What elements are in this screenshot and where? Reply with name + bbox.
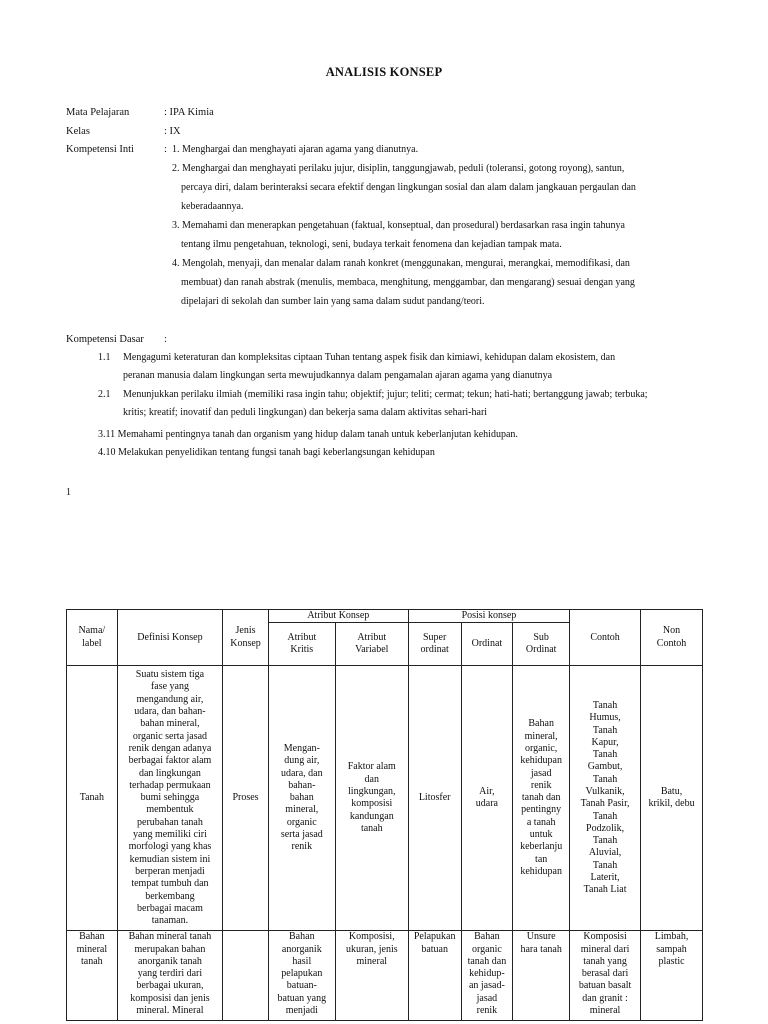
concept-analysis-table: [66, 609, 703, 1021]
cell-line: merupakan bahan: [134, 943, 206, 955]
cell-line: bahan mineral,: [140, 718, 200, 730]
cell-line: Tanah: [592, 699, 618, 711]
kompetensi-inti-text: Mengolah, menyaji, dan menalar dalam ranah konkret (menggunakan, mengurai, merangkai, memodifikasi, dan: [182, 258, 630, 269]
cell-line: dung air,: [284, 755, 320, 767]
cell-line: a tanah: [526, 816, 556, 828]
cell-super-ordinat: [408, 931, 461, 1021]
cell-line: Komposisi: [583, 931, 627, 943]
cell-line: mineral: [76, 943, 108, 955]
cell-line: Kritis: [290, 644, 314, 656]
cell-line: batuan: [421, 943, 448, 955]
cell-line: Tanah Liat: [583, 884, 627, 896]
cell-line: tanaman.: [151, 915, 189, 927]
cell-line: organic: [471, 943, 502, 955]
cell-nama: [67, 666, 118, 931]
cell-line: tempat tumbuh dan: [131, 878, 209, 890]
cell-line: udara, dan: [280, 767, 323, 779]
cell-line: komposisi: [351, 798, 393, 810]
cell-line: Bahan: [289, 931, 315, 943]
cell-line: tanah: [81, 955, 103, 967]
cell-line: Nama/: [78, 625, 106, 637]
cell-line: untuk: [529, 829, 553, 841]
cell-line: Batu,: [660, 786, 683, 797]
cell-line: Kapur,: [591, 736, 619, 748]
cell-line: berasal dari: [581, 968, 629, 980]
kompetensi-dasar-3-11: 3.11 Memahami pentingnya tanah dan organism yang hidup dalam tanah untuk keberlanjutan kehidupan.: [98, 429, 518, 440]
header-contoh: [570, 610, 641, 666]
kompetensi-inti-item: [172, 254, 692, 311]
cell-line: label: [82, 637, 102, 649]
cell-line: Variabel: [355, 644, 389, 656]
label-kompetensi-dasar: Kompetensi Dasar: [66, 334, 144, 345]
info-kompetensi-inti: [66, 143, 167, 157]
cell-line: krikil, debu: [648, 798, 695, 810]
cell-line: Tanah Pasir,: [580, 798, 630, 810]
table-row: [67, 666, 703, 931]
header-atribut-konsep: Atribut Konsep: [268, 610, 408, 623]
cell-line: berbagai ukuran,: [136, 980, 204, 992]
kompetensi-dasar-text: Mengagumi keteraturan dan kompleksitas ciptaan Tuhan tentang aspek fisik dan kimiawi, kehidupan dalam ekosistem, dan: [123, 352, 616, 363]
cell-ordinat: [461, 666, 513, 931]
cell-line: tan: [535, 853, 548, 865]
kompetensi-inti-text: Menghargai dan menghayati ajaran agama yang dianutnya.: [182, 144, 419, 155]
cell-line: fase yang: [150, 681, 189, 693]
cell-line: yang memiliki ciri: [133, 829, 207, 841]
header-nama: [67, 610, 118, 666]
cell-line: Tanah: [592, 773, 618, 785]
cell-line: kehidupan: [520, 755, 562, 767]
cell-line: anorganik tanah: [137, 955, 202, 967]
cell-jenis: [223, 666, 269, 931]
kompetensi-dasar-text: kritis; kreatif; inovatif dan peduli lingkungan) dan bekerja sama dalam aktivitas sehari-hari: [123, 407, 488, 418]
cell-contoh: [570, 931, 641, 1021]
kompetensi-dasar-item: [98, 386, 708, 422]
cell-line: Atribut: [287, 632, 317, 643]
cell-line: berbagai macam: [137, 902, 203, 914]
kompetensi-inti-text: keberadaannya.: [181, 201, 244, 212]
cell-line: pelapukan: [281, 968, 323, 980]
header-definisi: [117, 610, 222, 666]
cell-line: Atribut: [357, 632, 387, 643]
header-super-ordinat: [408, 623, 461, 666]
cell-line: berbagai faktor alam: [128, 755, 212, 767]
cell-line: tanah dan: [521, 792, 561, 804]
info-mata-pelajaran: [66, 106, 214, 120]
kompetensi-inti-text: Memahami dan menerapkan pengetahuan (faktual, konseptual, dan prosedural) berdasarkan rasa ingin tahunya: [182, 220, 625, 231]
kompetensi-dasar-item: [98, 349, 708, 385]
kompetensi-inti-item: [172, 216, 692, 254]
cell-sub-ordinat: [513, 666, 570, 931]
cell-line: renik dengan adanya: [128, 742, 212, 754]
cell-line: Ordinat: [525, 644, 557, 656]
cell-atribut-kritis: [268, 666, 335, 931]
page-title: ANALISIS KONSEP: [325, 65, 443, 79]
kompetensi-dasar-4-10: 4.10 Melakukan penyelidikan tentang fungsi tanah bagi keberlangsungan kehidupan: [98, 447, 435, 458]
cell-line: batuan-: [286, 980, 317, 992]
value-kelas: : IX: [164, 126, 181, 137]
kompetensi-inti-item: [172, 159, 692, 216]
cell-line: Komposisi,: [348, 931, 395, 943]
cell-line: tanah: [360, 822, 383, 834]
header-non-contoh: [641, 610, 703, 666]
cell-line: mineral: [356, 955, 388, 967]
kompetensi-dasar-text: Menunjukkan perilaku ilmiah (memiliki rasa ingin tahu; objektif; jujur; teliti; cermat; tekun; hati-hati; bertanggung jawab; terbuka;: [123, 389, 648, 400]
header-sub-ordinat: [513, 623, 570, 666]
cell-line: bumi sehingga: [140, 792, 200, 804]
cell-sub-ordinat: [513, 931, 570, 1021]
kompetensi-dasar-number: 2.1: [98, 389, 111, 400]
cell-line: kehidupan: [520, 865, 562, 877]
cell-line: berkembang: [145, 890, 195, 902]
cell-line: menjadi: [285, 1005, 318, 1017]
cell-line: jasad: [476, 992, 498, 1004]
kompetensi-inti-number: 4.: [172, 258, 180, 269]
cell-line: an jasad-: [468, 980, 505, 992]
cell-line: Aluvial,: [588, 847, 622, 859]
cell-line: jasad: [530, 767, 552, 779]
cell-line: Non: [662, 625, 681, 637]
cell-line: mineral dari: [580, 943, 630, 955]
label-mata-pelajaran: Mata Pelajaran: [66, 107, 130, 118]
cell-line: yang terdiri dari: [137, 968, 203, 980]
cell-line: Tanah: [592, 859, 618, 871]
cell-line: Unsure: [526, 931, 556, 943]
cell-line: bahan: [289, 792, 314, 804]
cell-line: kemudian sistem ini: [129, 853, 211, 865]
cell-line: Jenis: [235, 625, 256, 637]
cell-line: lingkungan,: [348, 786, 396, 797]
header-ordinat: [461, 623, 513, 666]
cell-line: anorganik: [281, 943, 322, 955]
cell-line: hasil: [292, 955, 312, 967]
cell-line: dan: [364, 773, 379, 785]
cell-line: keberlanju: [520, 841, 563, 853]
table-row: [67, 931, 703, 1021]
cell-line: serta jasad: [280, 829, 323, 841]
kompetensi-inti-number: 1.: [172, 144, 180, 155]
cell-line: Vulkanik,: [585, 786, 625, 797]
cell-line: renik: [476, 1005, 498, 1017]
cell-line: perubahan tanah: [137, 816, 203, 828]
cell-line: renik: [530, 779, 552, 791]
cell-line: hara tanah: [520, 943, 562, 955]
header-atribut-kritis: [268, 623, 335, 666]
cell-non-contoh: [641, 666, 703, 931]
cell-atribut-variabel: [335, 931, 408, 1021]
cell-definisi: [117, 666, 222, 931]
cell-line: Sub: [533, 632, 549, 643]
cell-line: Ordinat: [471, 638, 503, 650]
cell-line: Mengan-: [283, 742, 320, 754]
value-kompetensi-dasar: :: [164, 334, 167, 345]
cell-line: terhadap permukaan: [129, 779, 211, 791]
cell-line: Contoh: [656, 637, 687, 649]
cell-super-ordinat: [408, 666, 461, 931]
cell-line: mineral. Mineral: [136, 1005, 204, 1017]
cell-line: pentingny: [521, 804, 562, 816]
cell-line: Humus,: [589, 712, 621, 724]
cell-line: Bahan: [528, 718, 554, 730]
cell-line: Proses: [232, 792, 259, 804]
kompetensi-inti-item: [172, 140, 692, 159]
cell-line: mineral,: [524, 730, 558, 742]
cell-line: Air,: [479, 786, 495, 797]
cell-line: udara: [475, 798, 498, 810]
cell-line: Laterit,: [590, 872, 620, 884]
cell-line: dan granit :: [582, 992, 628, 1004]
cell-line: mengandung air,: [136, 693, 204, 705]
cell-line: Pelapukan: [413, 931, 456, 943]
cell-line: Tanah: [592, 724, 618, 736]
cell-line: Definisi Konsep: [137, 631, 203, 643]
kompetensi-inti-number: 2.: [172, 163, 180, 174]
cell-line: kandungan: [349, 810, 394, 822]
cell-line: batuan basalt: [578, 980, 632, 992]
cell-atribut-kritis: [268, 931, 335, 1021]
cell-line: ordinat: [420, 644, 449, 656]
cell-line: organic: [286, 816, 317, 828]
cell-line: Gambut,: [587, 761, 623, 773]
kompetensi-inti-text: membuat) dan ranah abstrak (menulis, membaca, menghitung, menggambar, dan mengarang) sesuai dengan yang: [181, 277, 635, 288]
cell-line: plastic: [658, 955, 685, 967]
info-kompetensi-dasar: [66, 333, 167, 347]
header-jenis: [223, 610, 269, 666]
value-mata-pelajaran: : IPA Kimia: [164, 107, 214, 118]
cell-line: Bahan: [79, 931, 105, 943]
cell-line: kehidup-: [469, 968, 505, 980]
cell-line: Contoh: [590, 631, 620, 643]
kompetensi-inti-text: Menghargai dan menghayati perilaku jujur, disiplin, tanggungjawab, peduli (toleransi, gotong royong), santun,: [182, 163, 625, 174]
cell-non-contoh: [641, 931, 703, 1021]
cell-atribut-variabel: [335, 666, 408, 931]
cell-line: tanah yang: [583, 955, 627, 967]
value-kompetensi-inti: :: [164, 144, 167, 155]
cell-line: Litosfer: [418, 792, 451, 804]
cell-contoh: [570, 666, 641, 931]
cell-line: organic serta jasad: [132, 730, 208, 742]
kompetensi-dasar-number: 1.1: [98, 352, 111, 363]
cell-line: Bahan mineral tanah: [128, 931, 212, 943]
page-number: 1: [66, 487, 71, 498]
cell-definisi: [117, 931, 222, 1021]
cell-line: organic,: [525, 742, 558, 754]
header-posisi-konsep: Posisi konsep: [408, 610, 569, 623]
cell-line: Limbah,: [654, 931, 689, 943]
cell-line: dan lingkungan: [138, 767, 201, 779]
label-kelas: Kelas: [66, 126, 90, 137]
cell-line: Faktor alam: [347, 761, 396, 773]
cell-line: membentuk: [146, 804, 194, 816]
cell-line: udara, dan bahan-: [134, 706, 206, 718]
kompetensi-inti-text: tentang ilmu pengetahuan, teknologi, seni, budaya terkait fenomena dan kejadian tampak mata.: [181, 239, 562, 250]
cell-line: Podzolik,: [586, 822, 625, 834]
cell-jenis: [223, 931, 269, 1021]
cell-line: Tanah: [592, 749, 618, 761]
kompetensi-inti-text: dipelajari di sekolah dan sumber lain yang sama dalam sudut pandang/teori.: [181, 296, 485, 307]
cell-line: mineral,: [285, 804, 319, 816]
cell-line: renik: [291, 841, 313, 853]
label-kompetensi-inti: Kompetensi Inti: [66, 144, 134, 155]
cell-ordinat: [461, 931, 513, 1021]
cell-line: Super: [422, 632, 447, 643]
cell-line: tanah dan: [467, 955, 507, 967]
kompetensi-inti-text: percaya diri, dalam berinteraksi secara efektif dengan lingkungan sosial dan alam dalam jangkauan pergaulan dan: [181, 182, 636, 193]
cell-line: bahan-: [288, 779, 316, 791]
cell-line: ukuran, jenis: [345, 943, 398, 955]
kompetensi-inti-number: 3.: [172, 220, 180, 231]
cell-line: Bahan: [474, 931, 500, 943]
cell-line: mineral: [589, 1005, 621, 1017]
cell-line: Suatu sistem tiga: [135, 669, 205, 681]
cell-line: batuan yang: [277, 992, 327, 1004]
cell-line: berperan menjadi: [135, 865, 205, 877]
cell-line: morfologi yang khas: [128, 841, 212, 853]
kompetensi-dasar-text: peranan manusia dalam lingkungan serta mewujudkannya dalam pengamalan ajaran agama yang dianutnya: [123, 370, 553, 381]
cell-nama: [67, 931, 118, 1021]
cell-line: komposisi dan jenis: [130, 992, 210, 1004]
cell-line: Tanah: [79, 792, 104, 804]
cell-line: sampah: [656, 943, 687, 955]
info-kelas: [66, 125, 181, 139]
cell-line: Tanah: [592, 810, 618, 822]
cell-line: Konsep: [230, 637, 261, 649]
cell-line: Tanah: [592, 835, 618, 847]
header-atribut-variabel: [335, 623, 408, 666]
